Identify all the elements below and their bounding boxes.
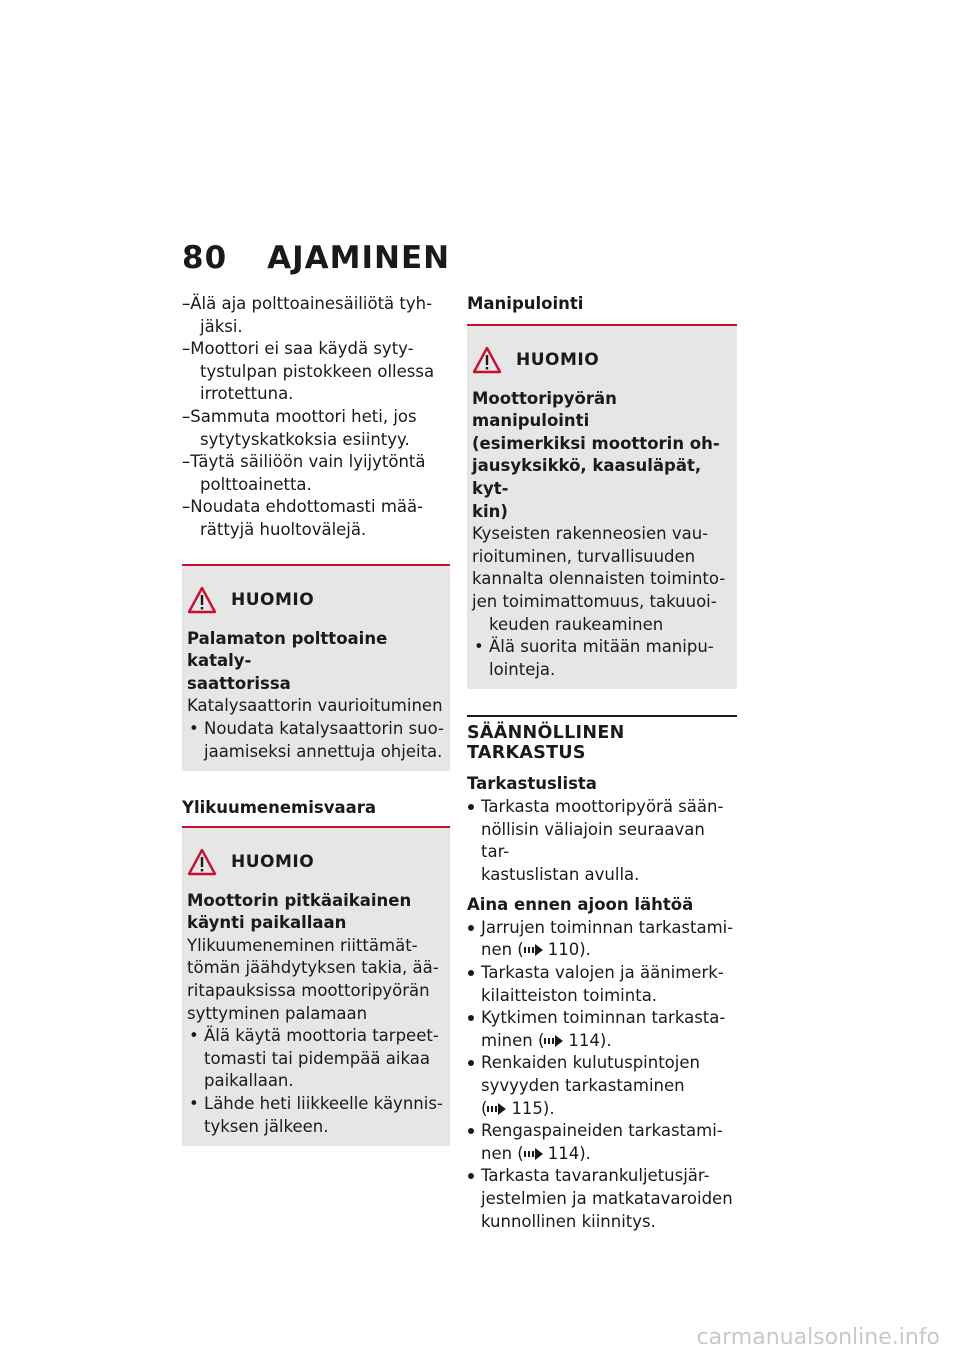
notice-manipulation bbox=[467, 324, 737, 690]
notice-header bbox=[187, 580, 445, 620]
warning-icon bbox=[187, 848, 217, 876]
notice-bullet: • Noudata katalysaattorin suo- jaamiseksi annettuja ohjeita. bbox=[187, 718, 445, 763]
notice-header bbox=[187, 842, 445, 882]
list-item: Tarkasta valojen ja äänimerk- kilaitteiston toiminta. bbox=[467, 962, 737, 1007]
subheading-before-ride: Aina ennen ajoon lähtöä bbox=[467, 895, 694, 915]
list-item: Rengaspaineiden tarkastami- nen ( 114). bbox=[467, 1120, 737, 1165]
notice-bullet: • Lähde heti liikkeelle käynnis- tyksen jälkeen. bbox=[187, 1093, 445, 1138]
notice-overheating bbox=[182, 826, 450, 1147]
list-item: Kytkimen toiminnan tarkasta- minen ( 114). bbox=[467, 1007, 737, 1052]
dash-item: – –Sammuta moottori heti, jos sytytyskatkoksia esiintyy. bbox=[182, 406, 450, 451]
page-reference-arrow-icon bbox=[544, 1035, 564, 1047]
dash-item: – –Noudata ehdottomasti mää- rättyjä huoltovälejä. bbox=[182, 496, 450, 541]
notice-bullet: • Älä käytä moottoria tarpeet- tomasti tai pidempää aikaa paikallaan. bbox=[187, 1025, 445, 1093]
dash-item: – –Moottori ei saa käydä syty- tystulpan pistokkeen ollessa irrotettuna. bbox=[182, 338, 450, 406]
list-item: Jarrujen toiminnan tarkastami- nen ( 110). bbox=[467, 917, 737, 962]
dash-item: – –Täytä säiliöön vain lyijytöntä polttoainetta. bbox=[182, 451, 450, 496]
page-ref[interactable]: 114). bbox=[568, 1030, 612, 1050]
subheading-checklist: Tarkastuslista bbox=[467, 774, 597, 794]
notice-title: HUOMIO bbox=[231, 589, 315, 610]
notice-text: Kyseisten rakenneosien vau- rioituminen, turvallisuuden kannalta olennaisten toiminto- jen toimimattomuus, takuuoi- keuden raukeaminen bbox=[472, 524, 726, 634]
section-heading: SÄÄNNÖLLINEN TARKASTUS bbox=[467, 715, 737, 763]
notice-subtitle: Moottorin pitkäaikainen käynti paikallaan bbox=[187, 890, 412, 933]
page-number: 80 bbox=[182, 240, 228, 276]
notice-catalyst bbox=[182, 564, 450, 772]
page-header bbox=[182, 240, 450, 276]
notice-title: HUOMIO bbox=[516, 349, 600, 370]
chapter-title: AJAMINEN bbox=[267, 240, 451, 276]
notice-subtitle: Moottoripyörän manipulointi (esimerkiksi moottorin oh- jausyksikkö, kaasuläpät, kyt- kin) bbox=[472, 388, 720, 521]
notice-subtitle: Palamaton polttoaine kataly- saattorissa bbox=[187, 628, 388, 693]
page-reference-arrow-icon bbox=[524, 1148, 544, 1160]
page-reference-arrow-icon bbox=[524, 944, 544, 956]
notice-text: Katalysaattorin vaurioituminen bbox=[187, 696, 443, 716]
list-item: Tarkasta tavarankuljetusjär- jestelmien ja matkatavaroiden kunnollinen kiinnitys. bbox=[467, 1165, 737, 1233]
warning-icon bbox=[187, 586, 217, 614]
right-column bbox=[467, 293, 737, 1233]
page-reference-arrow-icon bbox=[487, 1103, 507, 1115]
left-column bbox=[182, 293, 450, 1146]
notice-bullet: • Älä suorita mitään manipu- lointeja. bbox=[472, 636, 732, 681]
list-item: Renkaiden kulutuspintojen syvyyden tarkastaminen ( 115). bbox=[467, 1052, 737, 1120]
page-ref[interactable]: 110). bbox=[547, 940, 591, 960]
page-ref[interactable]: 114). bbox=[547, 1143, 591, 1163]
dash-item: – –Älä aja polttoainesäiliötä tyh- jäksi. bbox=[182, 293, 450, 338]
heading-overheating: Ylikuumenemisvaara bbox=[182, 798, 377, 818]
notice-header bbox=[472, 340, 732, 380]
notice-text: Ylikuumeneminen riittämät- tömän jäähdytyksen takia, ää- ritapauksissa moottoripyörän syttyminen palamaan bbox=[187, 935, 439, 1023]
warning-icon bbox=[472, 346, 502, 374]
list-item: Tarkasta moottoripyörä sään- nöllisin väliajoin seuraavan tar- kastuslistan avulla. bbox=[467, 796, 737, 886]
page-ref[interactable]: 115). bbox=[511, 1098, 555, 1118]
dash-list bbox=[182, 293, 450, 542]
watermark: carmanualsonline.info bbox=[696, 1325, 940, 1350]
notice-title: HUOMIO bbox=[231, 851, 315, 872]
heading-manipulation: Manipulointi bbox=[467, 294, 584, 313]
